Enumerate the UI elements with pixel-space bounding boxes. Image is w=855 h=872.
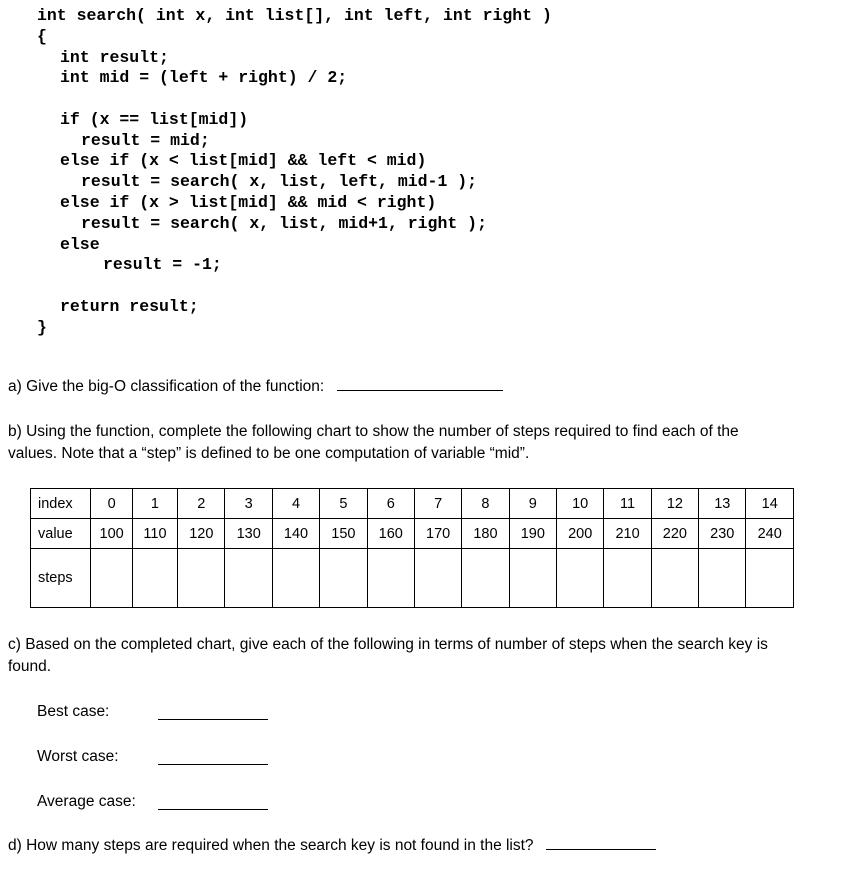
index-cell: 8 bbox=[462, 489, 509, 519]
value-cell: 120 bbox=[178, 519, 225, 549]
average-case-label: Average case: bbox=[37, 793, 136, 810]
question-b-line: values. Note that a “step” is defined to be one computation of variable “mid”. bbox=[8, 445, 530, 462]
index-cell: 7 bbox=[414, 489, 461, 519]
index-row bbox=[31, 489, 794, 519]
steps-cell[interactable] bbox=[746, 549, 794, 608]
value-cell: 230 bbox=[699, 519, 746, 549]
index-cell: 6 bbox=[367, 489, 414, 519]
code-line: if (x == list[mid]) bbox=[60, 110, 249, 129]
code-line: { bbox=[37, 27, 47, 46]
steps-cell[interactable] bbox=[462, 549, 509, 608]
value-cell: 180 bbox=[462, 519, 509, 549]
index-cell: 12 bbox=[651, 489, 698, 519]
value-cell: 190 bbox=[509, 519, 556, 549]
index-cell: 3 bbox=[225, 489, 272, 519]
steps-cell[interactable] bbox=[509, 549, 556, 608]
value-cell: 100 bbox=[91, 519, 132, 549]
steps-cell[interactable] bbox=[272, 549, 319, 608]
question-b bbox=[8, 421, 848, 465]
index-cell: 0 bbox=[91, 489, 132, 519]
steps-cell[interactable] bbox=[178, 549, 225, 608]
row-label-index: index bbox=[31, 489, 91, 519]
value-row bbox=[31, 519, 794, 549]
steps-cell[interactable] bbox=[699, 549, 746, 608]
code-line: else bbox=[60, 235, 100, 254]
steps-cell[interactable] bbox=[91, 549, 132, 608]
question-c-line: found. bbox=[8, 658, 52, 675]
index-cell: 4 bbox=[272, 489, 319, 519]
steps-cell[interactable] bbox=[225, 549, 272, 608]
best-case-label: Best case: bbox=[37, 703, 110, 720]
answer-blank-a[interactable] bbox=[337, 376, 503, 391]
value-cell: 170 bbox=[414, 519, 461, 549]
steps-cell[interactable] bbox=[651, 549, 698, 608]
steps-cell[interactable] bbox=[414, 549, 461, 608]
question-a-text: a) Give the big-O classification of the function: bbox=[8, 378, 325, 395]
index-cell: 10 bbox=[557, 489, 604, 519]
value-cell: 220 bbox=[651, 519, 698, 549]
steps-cell[interactable] bbox=[604, 549, 651, 608]
index-cell: 2 bbox=[178, 489, 225, 519]
code-line: else if (x < list[mid] && left < mid) bbox=[60, 151, 427, 170]
steps-cell[interactable] bbox=[367, 549, 414, 608]
code-line: int result; bbox=[60, 48, 169, 67]
steps-cell[interactable] bbox=[132, 549, 177, 608]
steps-cell[interactable] bbox=[557, 549, 604, 608]
worst-case-label: Worst case: bbox=[37, 748, 119, 765]
value-cell: 140 bbox=[272, 519, 319, 549]
question-d-text: d) How many steps are required when the search key is not found in the list? bbox=[8, 837, 534, 854]
answer-blank-best[interactable] bbox=[158, 705, 268, 720]
row-label-value: value bbox=[31, 519, 91, 549]
code-line: result = search( x, list, mid+1, right ); bbox=[81, 214, 487, 233]
value-cell: 150 bbox=[320, 519, 367, 549]
code-line: result = mid; bbox=[81, 131, 210, 150]
question-a bbox=[8, 376, 503, 398]
code-line: } bbox=[37, 318, 47, 337]
code-line: else if (x > list[mid] && mid < right) bbox=[60, 193, 437, 212]
index-cell: 5 bbox=[320, 489, 367, 519]
row-label-steps: steps bbox=[31, 549, 91, 608]
question-b-line: b) Using the function, complete the following chart to show the number of steps required to find each of the bbox=[8, 423, 739, 440]
question-d bbox=[8, 835, 656, 857]
code-line: return result; bbox=[60, 297, 199, 316]
index-cell: 11 bbox=[604, 489, 651, 519]
code-listing bbox=[0, 0, 552, 337]
question-c bbox=[8, 634, 848, 678]
steps-row bbox=[31, 549, 794, 608]
index-cell: 1 bbox=[132, 489, 177, 519]
answer-blank-d[interactable] bbox=[546, 835, 656, 850]
value-cell: 240 bbox=[746, 519, 794, 549]
value-cell: 160 bbox=[367, 519, 414, 549]
code-line: int search( int x, int list[], int left, int right ) bbox=[37, 6, 552, 25]
code-line: result = -1; bbox=[103, 255, 222, 274]
value-cell: 130 bbox=[225, 519, 272, 549]
value-cell: 110 bbox=[132, 519, 177, 549]
answer-blank-average[interactable] bbox=[158, 795, 268, 810]
value-cell: 200 bbox=[557, 519, 604, 549]
question-c-line: c) Based on the completed chart, give each of the following in terms of number of steps when the search key is bbox=[8, 636, 768, 653]
code-line: int mid = (left + right) / 2; bbox=[60, 68, 348, 87]
steps-chart bbox=[30, 488, 794, 608]
index-cell: 9 bbox=[509, 489, 556, 519]
steps-cell[interactable] bbox=[320, 549, 367, 608]
index-cell: 13 bbox=[699, 489, 746, 519]
answer-blank-worst[interactable] bbox=[158, 750, 268, 765]
code-line: result = search( x, list, left, mid-1 ); bbox=[81, 172, 478, 191]
value-cell: 210 bbox=[604, 519, 651, 549]
index-cell: 14 bbox=[746, 489, 794, 519]
